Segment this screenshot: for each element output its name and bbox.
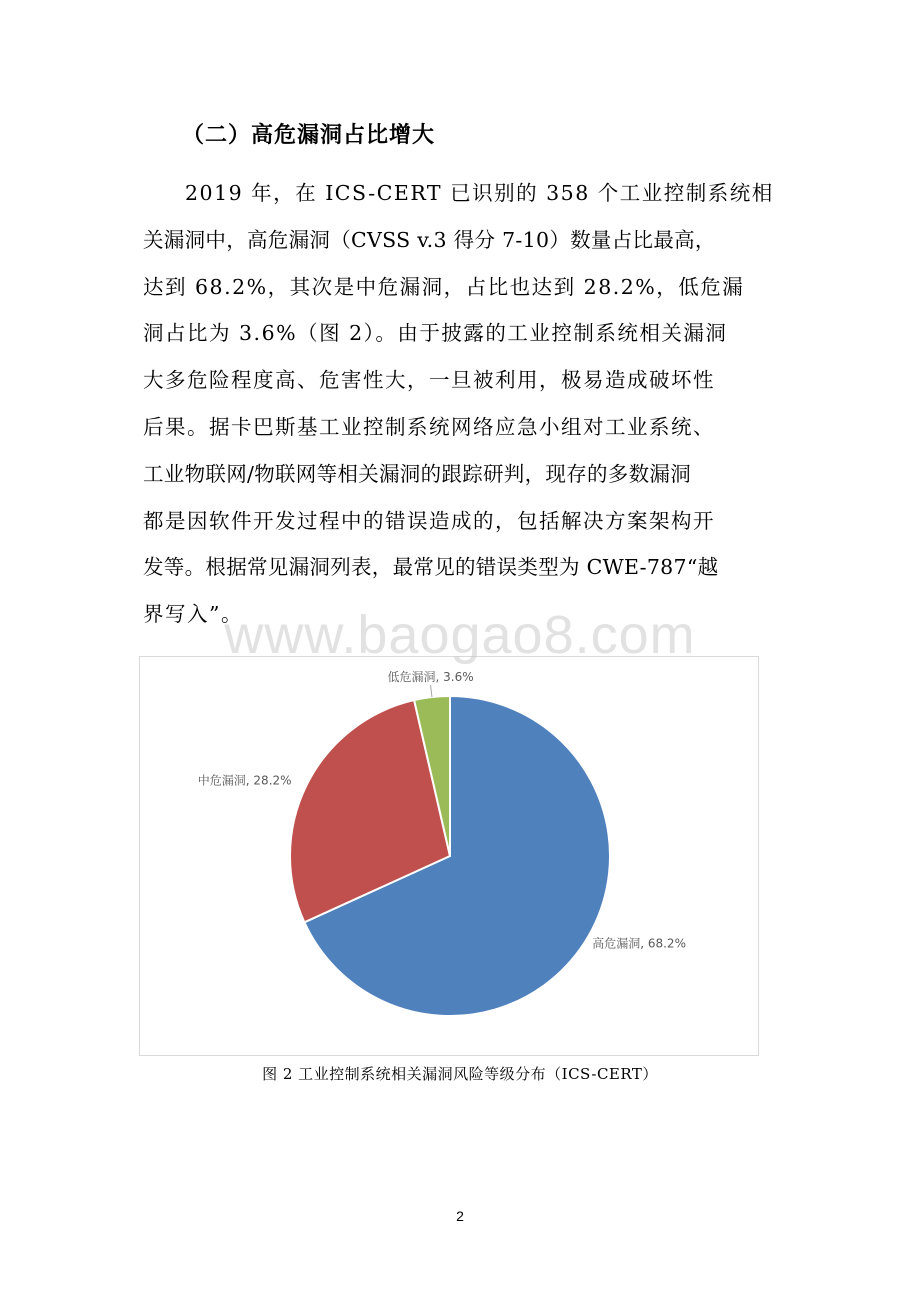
section-heading: （二）高危漏洞占比增大 [182,123,436,148]
paragraph-line: 达到 68.2%，其次是中危漏洞，占比也达到 28.2%，低危漏 [143,274,745,299]
paragraph-line: 都是因软件开发过程中的错误造成的，包括解决方案架构开 [143,508,715,533]
paragraph-line: 工业物联网/物联网等相关漏洞的跟踪研判，现存的多数漏洞 [143,461,692,486]
watermark-text: www.baogao8.com [224,605,696,665]
paragraph-line: 关漏洞中，高危漏洞（CVSS v.3 得分 7-10）数量占比最高， [143,227,716,252]
paragraph-line: 洞占比为 3.6%（图 2）。由于披露的工业控制系统相关漏洞 [143,321,728,346]
paragraph-line: 界写入”。 [143,602,243,627]
slice-label: 高危漏洞, 68.2% [592,936,686,951]
slice-label: 低危漏洞, 3.6% [387,670,474,685]
paragraph-line: 后果。据卡巴斯基工业控制系统网络应急小组对工业系统、 [143,414,715,439]
body-paragraph [143,170,783,638]
leader-line [431,685,432,697]
pie-chart-frame [139,656,759,1056]
paragraph-line: 2019 年，在 ICS-CERT 已识别的 358 个工业控制系统相 [185,181,774,205]
pie-chart [140,657,758,1055]
paragraph-line: 发等。根据常见漏洞列表，最常见的错误类型为 CWE-787“越 [143,555,719,580]
page-number: 2 [456,1208,464,1224]
figure-caption: 图 2 工业控制系统相关漏洞风险等级分布（ICS-CERT） [262,1065,658,1083]
slice-label: 中危漏洞, 28.2% [197,773,292,788]
paragraph-line: 大多危险程度高、危害性大，一旦被利用，极易造成破坏性 [143,368,715,393]
